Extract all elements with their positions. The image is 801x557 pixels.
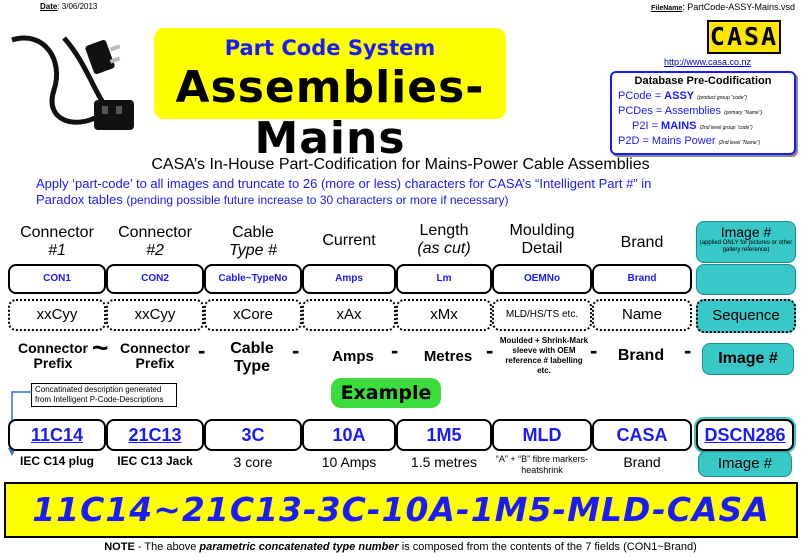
header-image-number: Image # (applied ONLY for pictures or other gallery reference) — [696, 221, 796, 263]
dash-separator: - — [391, 338, 399, 363]
description-line-2: Paradox tables (pending possible future increase to 30 characters or more if necessary) — [36, 192, 509, 207]
example-moulding: MLD — [492, 419, 592, 451]
format-length: xMx — [396, 299, 492, 331]
prefix-metres: Metres — [423, 348, 473, 365]
prefix-moulding: Moulded + Shrink-Mark sleeve with OEM reference # labelling etc. — [499, 336, 589, 375]
example-brand: CASA — [592, 419, 692, 451]
concat-description-note: Concatinated description generated from Intelligent P-Code-Descriptions — [31, 383, 177, 407]
subtitle: CASA’s In-House Part-Codification for Mains-Power Cable Assemblies — [151, 156, 650, 173]
field-length: Lm — [396, 264, 492, 294]
example-label: Example — [331, 378, 441, 408]
title-box — [154, 28, 506, 164]
example-desc-con1: IEC C14 plug — [19, 454, 94, 468]
casa-logo: CASA — [707, 20, 781, 54]
example-desc-con2: IEC C13 Jack — [117, 454, 193, 468]
header-connector-1: Connector #1 — [20, 224, 94, 259]
header-moulding-detail: Moulding Detail — [509, 222, 575, 257]
format-cable: xCore — [204, 299, 302, 331]
database-title: Database Pre-Codification — [634, 75, 772, 87]
database-precodification-box — [610, 71, 796, 155]
page-title: Assemblies-Mains — [175, 62, 485, 164]
description-line-1: Apply ‘part-code’ to all images and truncate to 26 (more or less) characters for CASA’s “Intelligent Part #” in — [36, 176, 652, 191]
format-moulding: MLD/HS/TS etc. — [492, 299, 592, 331]
example-length: 1M5 — [396, 419, 492, 451]
example-desc-brand: Brand — [623, 454, 661, 470]
date: Date: 3/06/2013 — [40, 2, 98, 11]
concatenated-part-number: 11C14~21C13-3C-10A-1M5-MLD-CASA — [4, 482, 798, 538]
prefix-amps: Amps — [332, 348, 374, 365]
website-link[interactable]: http://www.casa.co.nz — [664, 57, 752, 67]
dash-separator: - — [486, 338, 494, 363]
header-brand: Brand — [620, 234, 664, 251]
format-con1: xxCyy — [8, 299, 106, 331]
format-con2: xxCyy — [106, 299, 204, 331]
format-amps: xAx — [302, 299, 396, 331]
example-image[interactable]: DSCN286 — [696, 419, 794, 451]
header-length: Length (as cut) — [417, 222, 471, 257]
db-line-p2i: P2I = MAINS (2nd level group “code”) — [632, 120, 753, 132]
example-con2[interactable]: 21C13 — [106, 419, 204, 451]
dash-separator: - — [590, 338, 598, 363]
format-brand: Name — [592, 299, 692, 331]
field-con1: CON1 — [8, 264, 106, 294]
prefix-image: Image # — [702, 343, 794, 375]
example-desc-cable: 3 core — [233, 454, 273, 470]
field-image — [696, 264, 796, 295]
prefix-connector-1: Connector Prefix — [18, 340, 88, 371]
prefix-connector-2: Connector Prefix — [120, 340, 190, 371]
header-connector-2: Connector #2 — [118, 224, 192, 259]
title-top: Part Code System — [224, 36, 436, 60]
filename: FileName: PartCode-ASSY-Mains.vsd — [651, 2, 795, 12]
prefix-cable-type: Cable Type — [230, 340, 274, 375]
dash-separator: - — [292, 338, 300, 363]
example-desc-moulding: “A” + “B” fibre markers-heatshrink — [495, 454, 589, 475]
example-cable: 3C — [204, 419, 302, 451]
example-amps: 10A — [302, 419, 396, 451]
field-brand: Brand — [592, 264, 692, 294]
format-image: Sequence — [696, 299, 796, 333]
footer-note: NOTE - The above parametric concatenated type number is composed from the contents of the 7 fields (CON1~Brand) — [104, 541, 697, 553]
db-line-pcode: PCode = ASSY (product group “code”) — [618, 90, 747, 102]
field-cable-typeno: Cable~TypeNo — [204, 264, 302, 294]
dash-separator: - — [198, 338, 206, 363]
example-desc-image: Image # — [698, 451, 792, 477]
example-desc-amps: 10 Amps — [321, 454, 377, 470]
prefix-brand: Brand — [617, 347, 665, 364]
field-con2: CON2 — [106, 264, 204, 294]
mains-cable-image — [4, 20, 146, 142]
example-con1[interactable]: 11C14 — [8, 419, 106, 451]
field-oemno: OEMNo — [492, 264, 592, 294]
tilde-separator: ~ — [92, 332, 109, 363]
header-cable-type: Cable Type # — [229, 224, 277, 259]
field-amps: Amps — [302, 264, 396, 294]
db-line-p2d: P2D = Mains Power (2nd level “Name”) — [618, 135, 760, 147]
dash-separator: - — [684, 338, 692, 363]
header-current: Current — [322, 232, 376, 249]
db-line-pcdes: PCDes = Assemblies (primary “Name”) — [618, 105, 763, 117]
example-desc-length: 1.5 metres — [410, 454, 478, 470]
